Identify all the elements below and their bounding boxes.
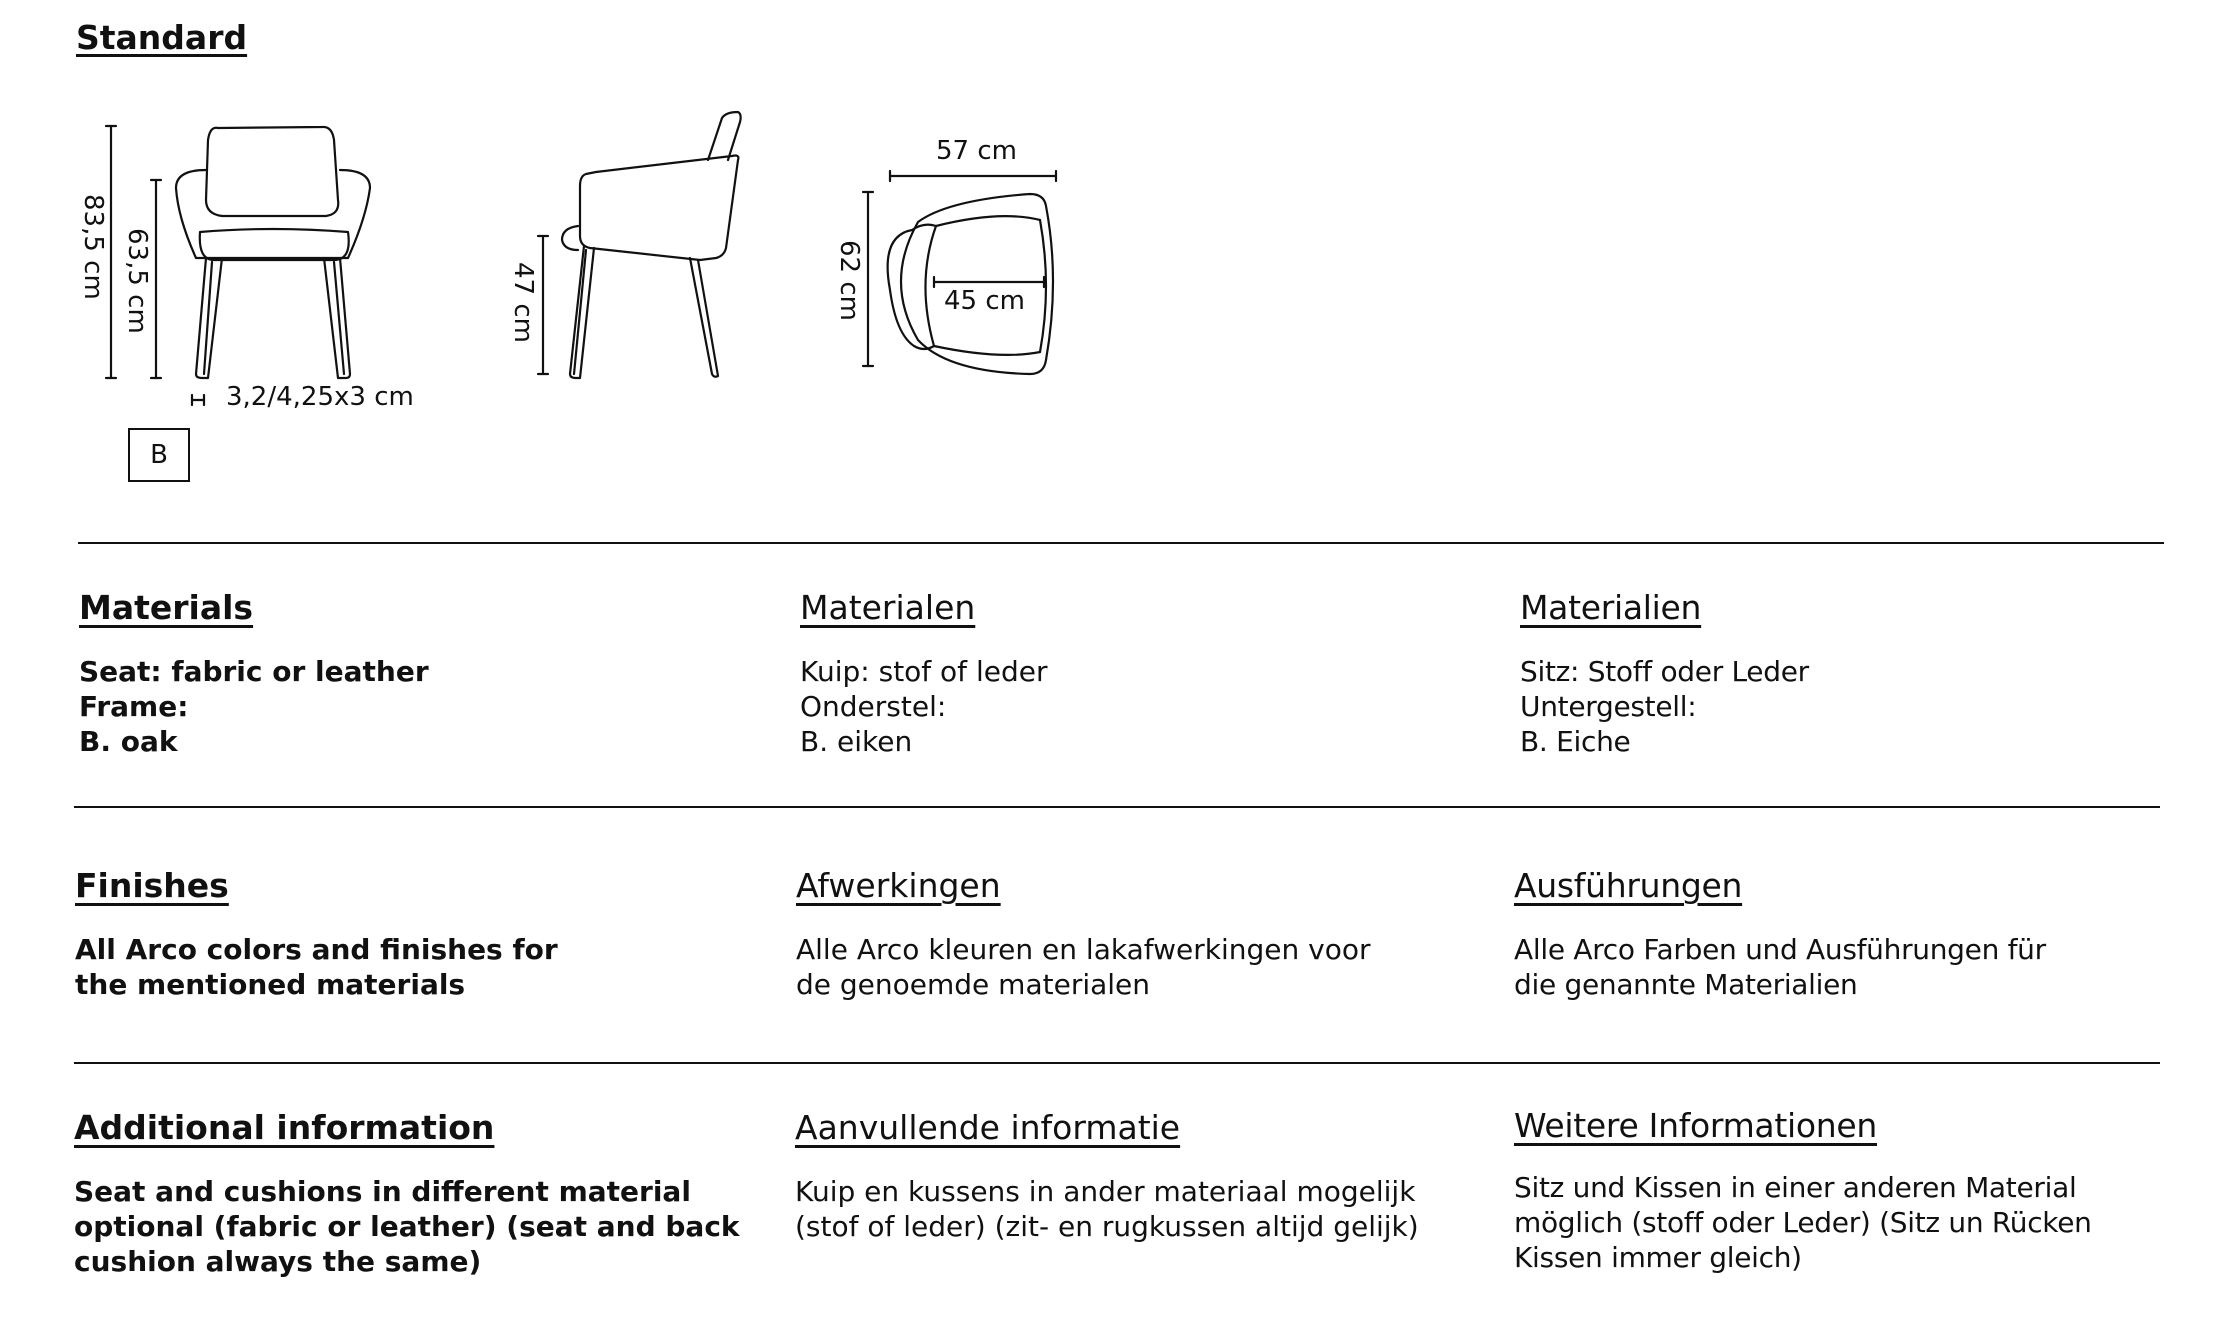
additional-info-en xyxy=(74,1108,740,1279)
additional-info-de-heading: Weitere Informationen xyxy=(1514,1106,1877,1145)
front-total-height-label: 83,5 cm xyxy=(78,194,108,300)
materials-nl-heading: Materialen xyxy=(800,588,976,627)
top-depth-label: 62 cm xyxy=(834,240,864,321)
additional-info-nl xyxy=(795,1108,1455,1244)
additional-info-de-line: möglich (stoff oder Leder) (Sitz un Rücken xyxy=(1514,1206,2092,1239)
finishes-de xyxy=(1514,866,2174,1002)
finishes-nl xyxy=(796,866,1456,1002)
additional-info-de xyxy=(1514,1106,2174,1275)
divider-2 xyxy=(74,806,2160,808)
materials-nl-line: Onderstel: xyxy=(800,690,947,723)
finishes-en-heading: Finishes xyxy=(75,866,229,905)
finishes-de-line: die genannte Materialien xyxy=(1514,968,1858,1001)
finishes-de-line: Alle Arco Farben und Ausführungen für xyxy=(1514,933,2046,966)
materials-de xyxy=(1520,588,2180,759)
finishes-en-line: the mentioned materials xyxy=(75,968,466,1001)
materials-en-line: Frame: xyxy=(79,690,189,723)
materials-de-heading: Materialien xyxy=(1520,588,1702,627)
materials-nl-line: Kuip: stof of leder xyxy=(800,655,1048,688)
additional-info-en-heading: Additional information xyxy=(74,1108,495,1147)
finishes-en-line: All Arco colors and finishes for xyxy=(75,933,558,966)
additional-info-en-line: Seat and cushions in different material xyxy=(74,1175,691,1208)
finishes-nl-line: de genoemde materialen xyxy=(796,968,1151,1001)
front-seat-height-label: 63,5 cm xyxy=(122,228,152,334)
additional-info-de-line: Sitz und Kissen in einer anderen Material xyxy=(1514,1171,2077,1204)
finishes-en xyxy=(75,866,735,1002)
variant-badge: B xyxy=(128,428,190,482)
divider-3 xyxy=(74,1062,2160,1064)
materials-de-line: Sitz: Stoff oder Leder xyxy=(1520,655,1809,688)
materials-de-line: Untergestell: xyxy=(1520,690,1697,723)
materials-nl xyxy=(800,588,1460,759)
materials-en-line: Seat: fabric or leather xyxy=(79,655,429,688)
materials-de-line: B. Eiche xyxy=(1520,725,1631,758)
top-view-drawing xyxy=(863,171,1056,374)
side-view-drawing xyxy=(538,112,741,378)
additional-info-nl-line: Kuip en kussens in ander materiaal mogelijk xyxy=(795,1175,1416,1208)
additional-info-nl-line: (stof of leder) (zit- en rugkussen altijd gelijk) xyxy=(795,1210,1419,1243)
additional-info-en-line: cushion always the same) xyxy=(74,1245,482,1278)
finishes-nl-heading: Afwerkingen xyxy=(796,866,1001,905)
additional-info-en-line: optional (fabric or leather) (seat and back xyxy=(74,1210,740,1243)
materials-en-line: B. oak xyxy=(79,725,178,758)
materials-en-heading: Materials xyxy=(79,588,254,627)
additional-info-nl-heading: Aanvullende informatie xyxy=(795,1108,1181,1147)
finishes-de-heading: Ausführungen xyxy=(1514,866,1743,905)
materials-nl-line: B. eiken xyxy=(800,725,913,758)
divider-1 xyxy=(78,542,2164,544)
standard-title: Standard xyxy=(76,18,248,57)
top-seat-width-label: 45 cm xyxy=(944,286,1025,316)
materials-en xyxy=(79,588,739,759)
leg-section-label: 3,2/4,25x3 cm xyxy=(226,382,414,412)
additional-info-de-line: Kissen immer gleich) xyxy=(1514,1241,1802,1274)
top-width-label: 57 cm xyxy=(936,136,1017,166)
side-seat-height-label: 47 cm xyxy=(508,262,538,343)
finishes-nl-line: Alle Arco kleuren en lakafwerkingen voor xyxy=(796,933,1371,966)
